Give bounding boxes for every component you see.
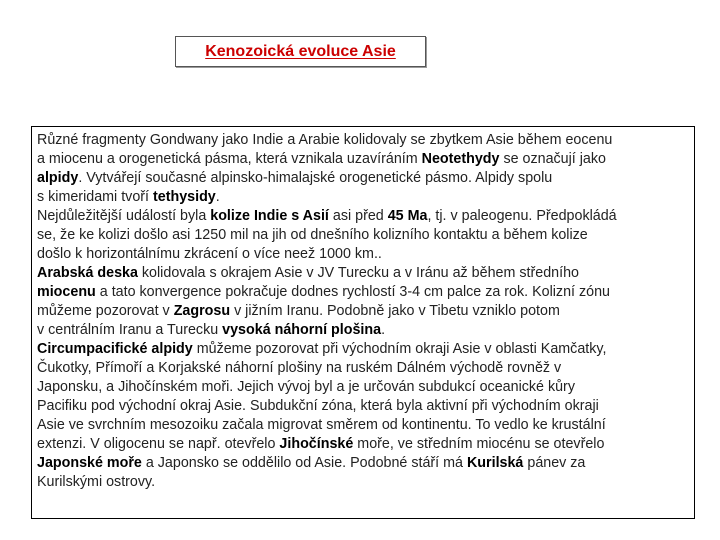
- text-run: a tato konvergence pokračuje dodnes rychlostí 3-4 cm palce za rok. Kolizní zónu: [95, 284, 610, 300]
- bold-term: Neotethydy: [421, 151, 500, 167]
- text-run: můžeme pozorovat v: [37, 303, 174, 319]
- text-line: [37, 245, 690, 264]
- text-run: pánev za: [523, 455, 586, 471]
- bold-term: Jihočínské: [279, 436, 354, 452]
- text-run: a miocenu a orogenetická pásma, která vznikala uzavíráním: [37, 151, 422, 167]
- text-run: Kurilskými ostrovy.: [37, 474, 156, 490]
- text-line: [37, 264, 690, 283]
- text-line: [37, 283, 690, 302]
- text-run: Japonsku, a Jihočínském moři. Jejich vývoj byl a je určován subdukcí oceanické kůry: [37, 379, 575, 395]
- text-line: [37, 454, 690, 473]
- text-run: .: [381, 322, 386, 338]
- text-line: [37, 169, 690, 188]
- text-run: asi před: [328, 208, 388, 224]
- text-run: v centrálním Iranu a Turecku: [37, 322, 223, 338]
- bold-term: miocenu: [37, 284, 96, 300]
- text-run: Čukotky, Přímoří a Korjakské náhorní plošiny na ruském Dálném východě rovněž v: [37, 360, 562, 376]
- text-line: [37, 188, 690, 207]
- text-line: [37, 340, 690, 359]
- text-run: došlo k horizontálnímu zkrácení o více neež 1000 km..: [37, 246, 382, 262]
- slide-title: Kenozoická evoluce Asie: [205, 42, 396, 60]
- text-run: . Vytvářejí současné alpinsko-himalajské orogenetické pásmo. Alpidy spolu: [78, 170, 553, 186]
- bold-term: Kurilská: [466, 455, 524, 471]
- body-paragraph: [37, 131, 690, 492]
- text-line: [37, 302, 690, 321]
- text-line: [37, 321, 690, 340]
- text-run: a Japonsko se oddělilo od Asie. Podobné stáří má: [141, 455, 467, 471]
- text-run: můžeme pozorovat při východním okraji Asie v oblasti Kamčatky,: [192, 341, 607, 357]
- bold-term: Arabská deska: [37, 265, 138, 281]
- text-run: kolidovala s okrajem Asie v JV Turecku a v Iránu až během středního: [137, 265, 579, 281]
- text-run: s kimeridami tvoří: [37, 189, 153, 205]
- text-run: Asie ve svrchním mesozoiku začala migrovat směrem od kontinentu. To vedlo ke krustální: [37, 417, 606, 433]
- text-run: v jižním Iranu. Podobně jako v Tibetu vzniklo potom: [230, 303, 560, 319]
- text-line: [37, 435, 690, 454]
- title-box: [175, 36, 426, 67]
- text-line: [37, 397, 690, 416]
- bold-term: Zagrosu: [173, 303, 231, 319]
- text-line: [37, 359, 690, 378]
- text-run: , tj. v paleogenu. Předpokládá: [427, 208, 617, 224]
- text-line: [37, 207, 690, 226]
- text-line: [37, 473, 690, 492]
- text-run: Pacifiku pod východní okraj Asie. Subdukční zóna, která byla aktivní při východním okraji: [37, 398, 599, 414]
- text-run: se označují jako: [499, 151, 606, 167]
- text-run: Nejdůležitější událostí byla: [37, 208, 211, 224]
- text-line: [37, 416, 690, 435]
- bold-term: kolize Indie s Asií: [210, 208, 329, 224]
- text-line: [37, 378, 690, 397]
- body-text-box: [31, 126, 695, 519]
- bold-term: alpidy: [37, 170, 79, 186]
- text-line: [37, 150, 690, 169]
- text-run: moře, ve středním miocénu se otevřelo: [353, 436, 605, 452]
- text-line: [37, 131, 690, 150]
- bold-term: Japonské moře: [37, 455, 142, 471]
- bold-term: tethysidy: [152, 189, 216, 205]
- text-run: se, že ke kolizi došlo asi 1250 mil na jih od dnešního kolizního kontaktu a během kolize: [37, 227, 588, 243]
- bold-term: vysoká náhorní plošina: [222, 322, 382, 338]
- text-run: .: [215, 189, 220, 205]
- text-run: extenzi. V oligocenu se např. otevřelo: [37, 436, 280, 452]
- bold-term: Circumpacifické alpidy: [37, 341, 193, 357]
- text-run: Různé fragmenty Gondwany jako Indie a Arabie kolidovaly se zbytkem Asie během eocenu: [37, 132, 613, 148]
- bold-term: 45 Ma: [387, 208, 428, 224]
- text-line: [37, 226, 690, 245]
